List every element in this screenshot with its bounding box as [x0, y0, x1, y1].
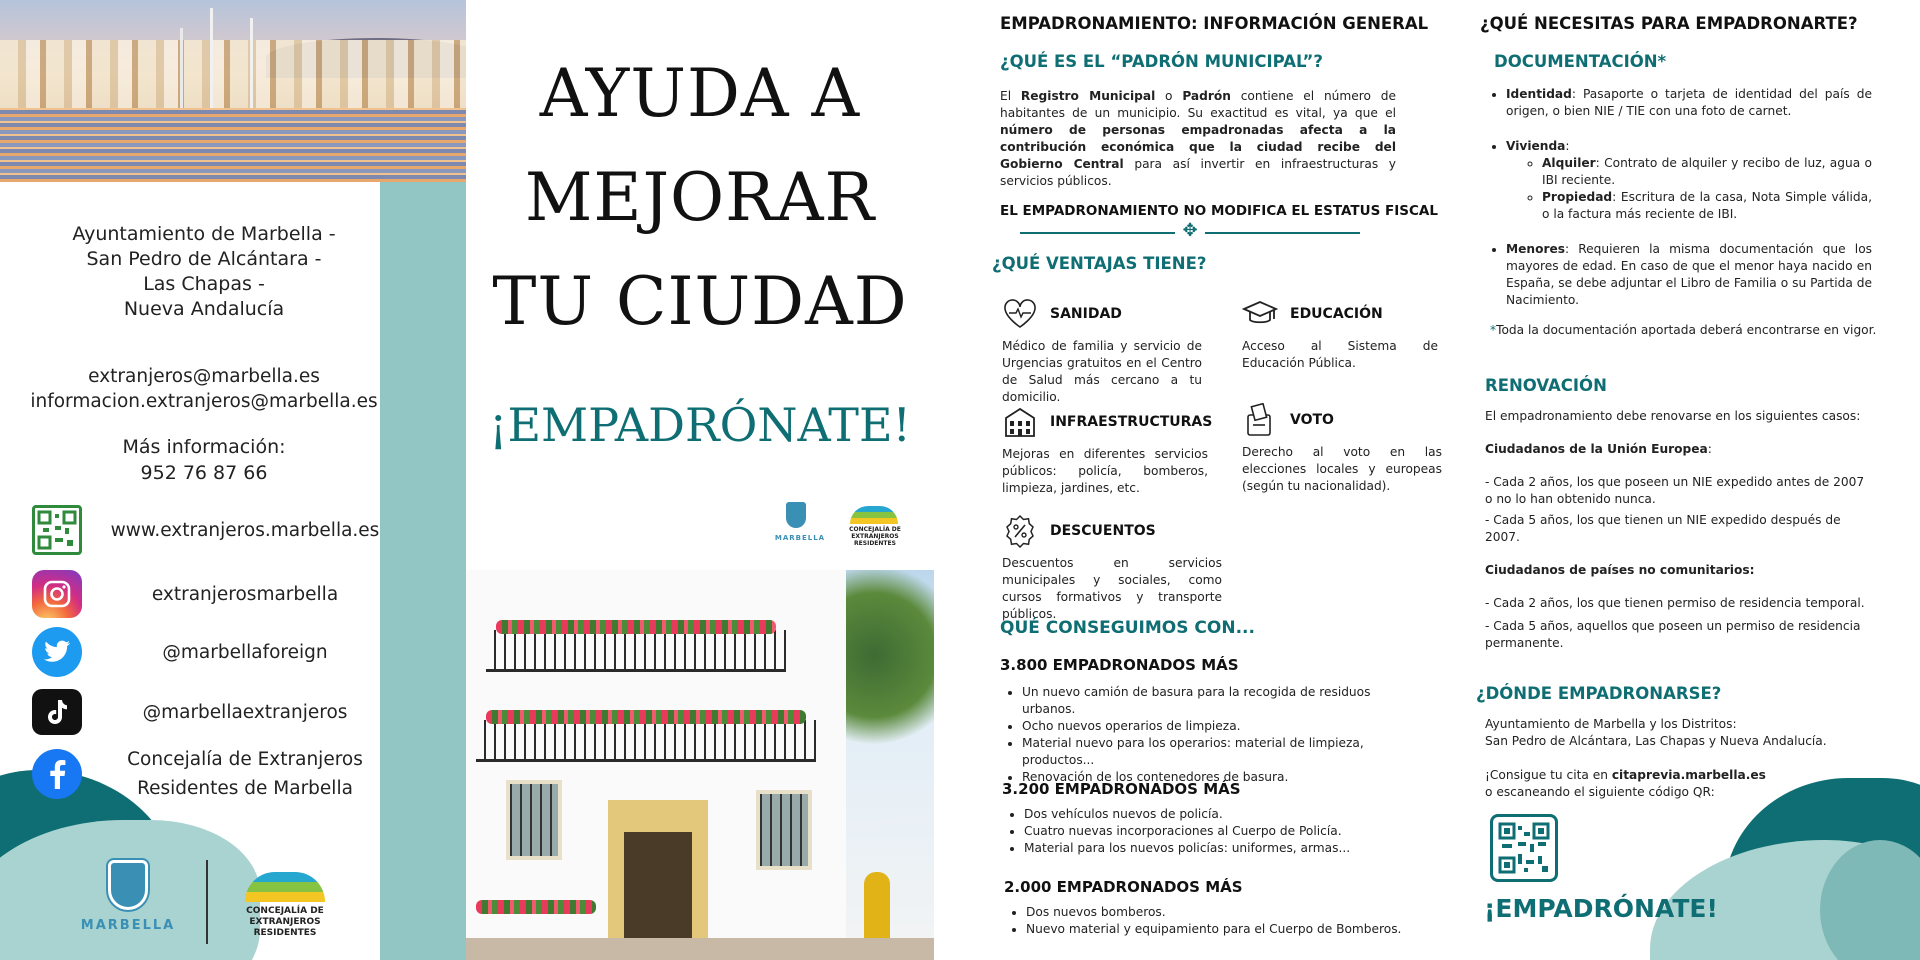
cover-title-line: AYUDA A — [539, 55, 861, 132]
list-item: • Dos nuevos bomberos. — [1026, 904, 1424, 921]
padron-text: para así invertir en infraestructuras y servicios públicos. — [1000, 157, 1396, 188]
feature-educacion — [1242, 296, 1438, 372]
padron-text: contiene el número de habitantes de un municipio. Su exactitud es vital, ya que el — [1000, 89, 1397, 120]
feature-desc: Mejoras en diferentes servicios públicos: policía, bomberos, limpieza, jardines, etc. — [1002, 447, 1208, 495]
address-line: Ayuntamiento de Marbella - — [72, 223, 336, 245]
padron-text: El — [1000, 89, 1021, 103]
facebook-line: Concejalía de Extranjeros — [127, 749, 363, 770]
note-text: Toda la documentación aportada deberá encontrarse en vigor. — [1496, 323, 1877, 337]
requirements-panel — [1440, 0, 1920, 960]
marbella-wordmark: MARBELLA — [774, 534, 826, 542]
concejalia-logo-icon — [245, 872, 325, 902]
facebook-icon — [32, 749, 82, 799]
list-item: • Renovación de los contenedores de basura. — [1022, 769, 1420, 786]
feature-title: DESCUENTOS — [1050, 523, 1156, 539]
ue-label: Ciudadanos de la Unión Europea — [1485, 442, 1708, 456]
ue-colon: : — [1707, 442, 1712, 456]
group-title: 3.200 EMPADRONADOS MÁS — [1002, 780, 1241, 798]
group-title: 2.000 EMPADRONADOS MÁS — [1004, 878, 1243, 896]
nonue-item: - Cada 5 años, aquellos que poseen un permiso de residencia permanente. — [1485, 619, 1861, 650]
email-link[interactable]: informacion.extranjeros@marbella.es — [30, 391, 378, 412]
cita-pre: ¡Consigue tu cita en — [1485, 768, 1612, 782]
graduation-cap-icon — [1242, 296, 1278, 332]
footer-logos — [80, 860, 340, 950]
donde-heading: ¿DÓNDE EMPADRONARSE? — [1476, 684, 1722, 703]
list-item: • Dos vehículos nuevos de policía. — [1024, 806, 1422, 823]
general-info-heading: EMPADRONAMIENTO: INFORMACIÓN GENERAL — [1000, 14, 1429, 33]
list-item: • Un nuevo camión de basura para la recogida de residuos urbanos. — [1022, 684, 1420, 718]
group-title: 3.800 EMPADRONADOS MÁS — [1000, 656, 1239, 674]
ue-item: - Cada 5 años, los que tienen un NIE expedido después de 2007. — [1485, 513, 1841, 544]
feature-descuentos — [1002, 513, 1222, 623]
doc-text: : Requieren la misma documentación que los mayores de edad. En caso de que el menor haya nacido en España, se debe adjuntar el Libro de Familia o su Partida de Nacimiento. — [1506, 242, 1872, 307]
requirements-heading: ¿QUÉ NECESITAS PARA EMPADRONARTE? — [1480, 14, 1858, 33]
facebook-page[interactable] — [82, 745, 402, 803]
concejalia-line: EXTRANJEROS — [851, 533, 899, 540]
harbor-photo — [0, 0, 466, 182]
info-panel — [980, 0, 1440, 960]
town-hall-photo — [466, 570, 934, 960]
website-row[interactable] — [32, 504, 402, 556]
logo-divider — [206, 860, 208, 944]
more-info-label: Más información: — [122, 436, 286, 458]
qr-code-icon[interactable] — [1490, 814, 1558, 882]
contact-panel — [0, 0, 466, 960]
nonue-item: - Cada 2 años, los que tienen permiso de residencia temporal. — [1485, 596, 1865, 610]
doc-text: : — [1565, 139, 1570, 153]
doc-label: Alquiler — [1542, 156, 1596, 170]
tiktok-handle[interactable]: @marbellaextranjeros — [142, 701, 348, 723]
shield-icon — [786, 502, 806, 528]
renovacion-intro: El empadronamiento debe renovarse en los siguientes casos: — [1485, 409, 1861, 423]
conseguimos-heading: QUÉ CONSEGUIMOS CON... — [1000, 618, 1255, 638]
documentation-list — [1490, 86, 1872, 309]
marbella-wordmark: MARBELLA — [80, 918, 176, 933]
marbella-logo — [80, 860, 176, 944]
twitter-handle[interactable]: @marbellaforeign — [162, 641, 328, 663]
cover-title-line: TU CIUDAD — [492, 263, 908, 340]
email-block — [0, 364, 408, 414]
concejalia-line: RESIDENTES — [253, 928, 317, 938]
donde-line: San Pedro de Alcántara, Las Chapas y Nueva Andalucía. — [1485, 734, 1827, 748]
padron-heading: ¿QUÉ ES EL “PADRÓN MUNICIPAL”? — [1000, 52, 1323, 71]
feature-title: VOTO — [1290, 412, 1334, 428]
doc-item-menores — [1506, 241, 1872, 309]
heart-icon — [1002, 296, 1038, 332]
feature-desc: Descuentos en servicios municipales y sociales, como cursos formativos y transporte públicos. — [1002, 556, 1222, 621]
achievement-group — [1004, 878, 1424, 938]
shield-icon — [108, 860, 148, 910]
doc-subitem-propiedad — [1542, 189, 1872, 223]
feature-desc: Acceso al Sistema de Educación Pública. — [1242, 339, 1438, 370]
ue-label-line — [1485, 441, 1875, 458]
ventajas-heading: ¿QUÉ VENTAJAS TIENE? — [992, 254, 1207, 273]
twitter-row[interactable] — [32, 626, 402, 678]
nonue-label: Ciudadanos de países no comunitarios: — [1485, 563, 1755, 577]
instagram-row[interactable] — [32, 568, 402, 620]
donde-line: Ayuntamiento de Marbella y los Distritos: — [1485, 717, 1737, 731]
concejalia-line: CONCEJALÍA DE — [849, 526, 901, 533]
cover-panel — [466, 0, 934, 960]
address-line: Nueva Andalucía — [123, 298, 285, 320]
feature-desc: Derecho al voto en las elecciones locales y europeas (según tu nacionalidad). — [1242, 445, 1442, 493]
phone-number[interactable]: 952 76 87 66 — [140, 462, 268, 484]
doc-text: : Escritura de la casa, Nota Simple válida, o la factura más reciente de IBI. — [1542, 190, 1872, 221]
validity-note — [1490, 322, 1880, 339]
doc-text: : Pasaporte o tarjeta de identidad del país de origen, o bien NIE / TIE con una foto de carnet. — [1506, 87, 1872, 118]
cover-subtitle: ¡EMPADRÓNATE! — [488, 398, 912, 452]
tiktok-icon — [32, 689, 82, 735]
padron-paragraph — [1000, 88, 1396, 190]
ballot-icon — [1242, 402, 1278, 438]
concejalia-line: CONCEJALÍA DE — [246, 906, 324, 916]
address-block — [0, 222, 408, 322]
instagram-icon — [32, 570, 82, 618]
feature-title: INFRAESTRUCTURAS — [1050, 414, 1213, 430]
feature-title: EDUCACIÓN — [1290, 306, 1383, 322]
address-line: San Pedro de Alcántara - — [86, 248, 322, 270]
fiscal-note: EL EMPADRONAMIENTO NO MODIFICA EL ESTATUS FISCAL — [1000, 203, 1438, 219]
doc-label: Propiedad — [1542, 190, 1613, 204]
cta-text: ¡EMPADRÓNATE! — [1484, 894, 1718, 923]
list-item: • Cuatro nuevas incorporaciones al Cuerpo de Policía. — [1024, 823, 1422, 840]
discount-badge-icon — [1002, 513, 1038, 549]
padron-text: o — [1155, 89, 1183, 103]
cita-line — [1485, 767, 1875, 784]
concejalia-logo-icon — [850, 506, 898, 524]
facebook-row[interactable] — [32, 748, 402, 800]
feature-voto — [1242, 402, 1442, 495]
renovacion-block — [1485, 408, 1875, 652]
doc-item-identidad — [1506, 86, 1872, 120]
feature-desc: Médico de familia y servicio de Urgencias gratuitos en el Centro de Salud más cercano a tu domicilio. — [1002, 339, 1202, 404]
list-item: • Nuevo material y equipamiento para el Cuerpo de Bomberos. — [1026, 921, 1424, 938]
documentation-heading: DOCUMENTACIÓN* — [1494, 52, 1667, 71]
concejalia-line: EXTRANJEROS — [249, 917, 321, 927]
asterisk: * — [1490, 323, 1497, 337]
cita-link[interactable]: citaprevia.marbella.es — [1611, 768, 1766, 782]
feature-sanidad — [1002, 296, 1202, 406]
buildings-icon — [1002, 404, 1038, 440]
feature-infraestructuras — [1002, 404, 1213, 497]
renovacion-heading: RENOVACIÓN — [1485, 376, 1607, 395]
doc-item-vivienda — [1506, 138, 1872, 223]
achievement-group — [1002, 780, 1422, 857]
doc-label: Vivienda — [1506, 139, 1566, 153]
address-line: Las Chapas - — [143, 273, 265, 295]
fleuron-icon: ✥ — [1182, 220, 1198, 241]
facebook-line: Residentes de Marbella — [137, 778, 353, 799]
doc-subitem-alquiler — [1542, 155, 1872, 189]
twitter-icon — [32, 627, 82, 677]
feature-title: SANIDAD — [1050, 306, 1122, 322]
cover-logos — [772, 500, 912, 550]
website-link[interactable]: www.extranjeros.marbella.es — [110, 519, 380, 541]
list-item: • Material para los nuevos policías: uniformes, armas... — [1024, 840, 1422, 857]
concejalia-wordmark — [230, 906, 340, 939]
qr-code-icon — [32, 505, 82, 555]
tiktok-row[interactable] — [32, 686, 402, 738]
list-item: • Ocho nuevos operarios de limpieza. — [1022, 718, 1420, 735]
cover-title — [466, 42, 934, 354]
doc-label: Menores — [1506, 242, 1565, 256]
list-item: • Material nuevo para los operarios: material de limpieza, productos... — [1022, 735, 1420, 769]
doc-text: : Contrato de alquiler y recibo de luz, agua o IBI reciente. — [1542, 156, 1872, 187]
padron-bold-text: número de personas empadronadas afecta a la contribución económica que la ciudad recibe del Gobierno Central — [1000, 123, 1396, 171]
cover-title-line: MEJORAR — [524, 159, 876, 236]
concejalia-wordmark — [842, 526, 908, 547]
email-link[interactable]: extranjeros@marbella.es — [88, 366, 320, 387]
donde-block — [1485, 716, 1875, 801]
cita-post: o escaneando el siguiente código QR: — [1485, 785, 1715, 799]
info-block — [0, 434, 408, 486]
ornament-divider — [1020, 220, 1360, 241]
doc-label: Identidad — [1506, 87, 1572, 101]
padron-bold-text: Padrón — [1182, 89, 1231, 103]
instagram-handle[interactable]: extranjerosmarbella — [151, 583, 339, 605]
ue-item: - Cada 2 años, los que poseen un NIE expedido antes de 2007 o no lo han obtenido nunca. — [1485, 475, 1865, 506]
concejalia-line: RESIDENTES — [854, 540, 896, 547]
padron-bold-text: Registro Municipal — [1020, 89, 1156, 103]
achievement-group — [1000, 656, 1420, 786]
